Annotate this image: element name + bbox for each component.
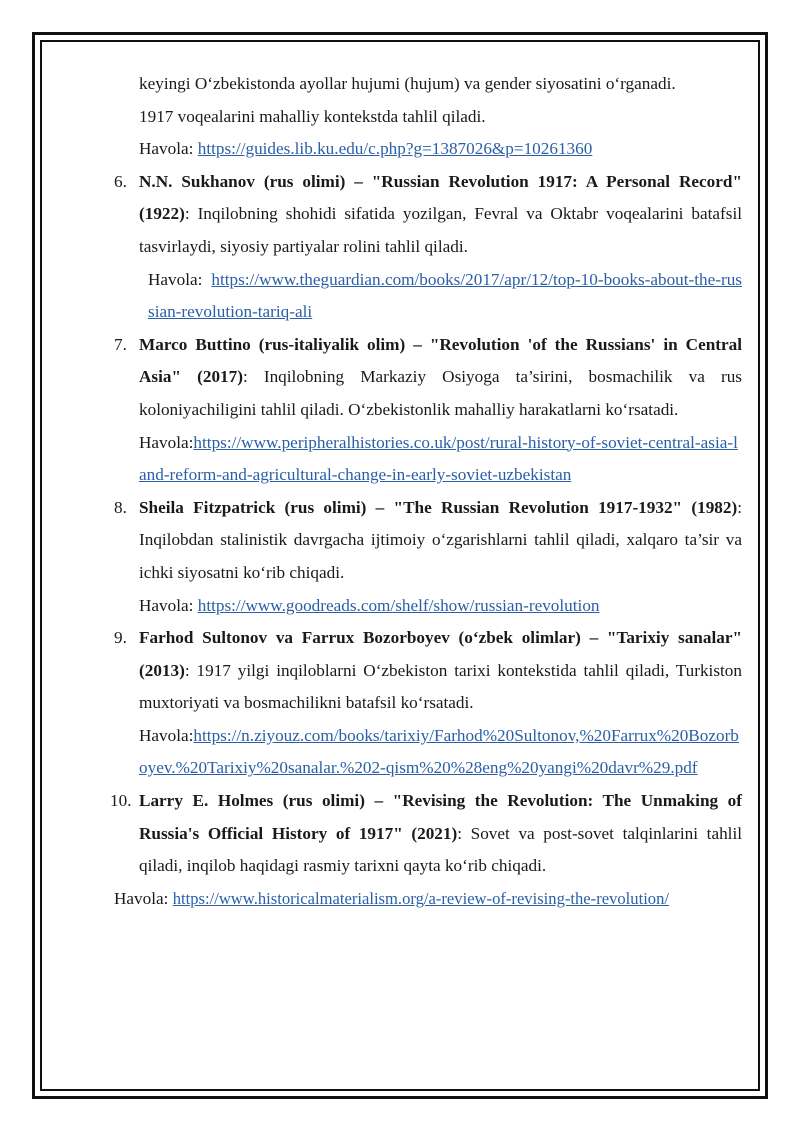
intro-line-1: keyingi O‘zbekistonda ayollar hujumi (hujum) va gender siyosatini o‘rganadi. — [139, 74, 676, 93]
item-havola — [139, 590, 742, 623]
intro-text-2 — [114, 101, 742, 134]
item-text — [139, 622, 742, 720]
final-havola — [114, 883, 742, 916]
item-link[interactable]: https://www.historicalmaterialism.org/a-review-of-revising-the-revolution/ — [172, 888, 670, 908]
item-text — [139, 492, 742, 590]
item-description: : Inqilobdan stalinistik davrgacha ijtimoiy o‘zgarishlarni tahlil qiladi, xalqaro ta’sir va ichki siyosatni ko‘rib chiqadi. — [139, 497, 742, 582]
list-item-9 — [114, 622, 742, 785]
intro-havola — [114, 133, 742, 166]
havola-label: Havola: — [139, 725, 194, 745]
item-description: : Sovet va post-sovet talqinlarini tahlil qiladi, inqilob haqidagi rasmiy tarixni qayta ko‘rib chiqadi. — [139, 823, 742, 876]
item-number: 6. — [114, 171, 127, 191]
item-title: N.N. Sukhanov (rus olimi) – "Russian Revolution 1917: A Personal Record" (1922) — [139, 171, 742, 224]
havola-label: Havola: — [139, 595, 198, 615]
item-havola — [139, 264, 742, 329]
list-item-6 — [114, 166, 742, 329]
item-text — [139, 785, 742, 883]
item-link[interactable]: https://www.theguardian.com/books/2017/apr/12/top-10-books-about-the-russian-revolution-tariq-ali — [148, 269, 742, 322]
item-description: : 1917 yilgi inqiloblarni O‘zbekiston tarixi kontekstida tahlil qiladi, Turkiston muxtoriyati va bosmachilikni batafsil ko‘rsatadi. — [139, 660, 742, 713]
item-description: : Inqilobning Markaziy Osiyoga ta’sirini, bosmachilik va rus koloniyachiligini tahlil qiladi. O‘zbekistonlik mahalliy harakatlarni ko‘rsatadi. — [139, 367, 742, 419]
item-link[interactable]: https://www.goodreads.com/shelf/show/russian-revolution — [197, 595, 600, 615]
item-description: : Inqilobning shohidi sifatida yozilgan, Fevral va Oktabr voqealarini batafsil tasvirlaydi, siyosiy partiyalar rolini tahlil qiladi. — [139, 204, 742, 256]
list-item-10 — [110, 785, 742, 883]
document-body — [110, 68, 742, 915]
item-link[interactable]: https://n.ziyouz.com/books/tarixiy/Farhod%20Sultonov,%20Farrux%20Bozorboyev.%20Tarixiy%20sanalar.%202-qism%20%28eng%20yangi%20davr%29.pdf — [139, 725, 739, 778]
item-link[interactable]: https://www.peripheralhistories.co.uk/post/rural-history-of-soviet-central-asia-land-reform-and-agricultural-change-in-early-soviet-uzbekistan — [139, 432, 738, 485]
item-havola — [139, 427, 742, 492]
intro-text — [114, 68, 742, 101]
item-title: Farhod Sultonov va Farrux Bozorboyev (o‘zbek olimlar) – "Tarixiy sanalar" (2013) — [139, 628, 742, 680]
item-title: Sheila Fitzpatrick (rus olimi) – "The Russian Revolution 1917-1932" (1982) — [139, 497, 738, 517]
havola-label: Havola: — [114, 888, 173, 908]
list-item-7 — [114, 329, 742, 492]
item-title: Marco Buttino (rus-italiyalik olim) – "Revolution 'of the Russians' in Central Asia" (2017) — [139, 334, 742, 387]
havola-label: Havola: — [139, 139, 198, 159]
item-number: 7. — [114, 334, 127, 354]
havola-label: Havola: — [148, 269, 212, 289]
item-number: 10. — [110, 791, 132, 811]
item-number: 8. — [114, 497, 127, 517]
item-text — [139, 166, 742, 264]
intro-link[interactable]: https://guides.lib.ku.edu/c.php?g=1387026&p=10261360 — [197, 139, 593, 159]
item-text — [139, 329, 742, 427]
item-number: 9. — [114, 628, 127, 648]
item-havola — [139, 720, 742, 785]
havola-label: Havola: — [139, 432, 194, 452]
item-title: Larry E. Holmes (rus olimi) – "Revising the Revolution: The Unmaking of Russia's Official History of 1917" (2021) — [139, 791, 742, 843]
intro-line-2: 1917 voqealarini mahalliy kontekstda tahlil qiladi. — [139, 106, 486, 126]
list-item-8 — [114, 492, 742, 622]
